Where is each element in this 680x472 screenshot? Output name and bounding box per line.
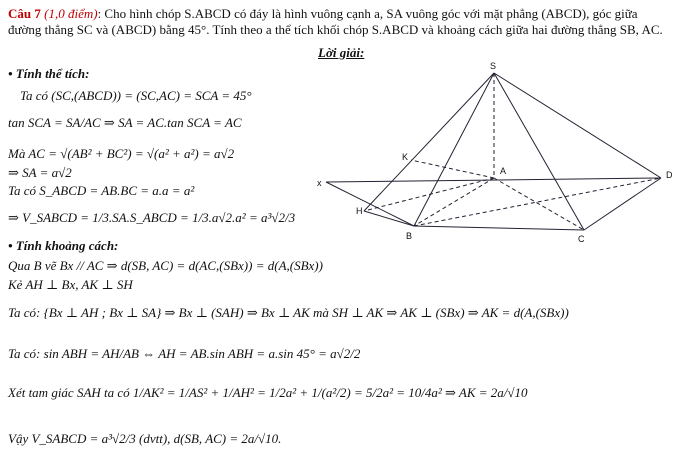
distance-heading: • Tính khoảng cách: bbox=[8, 238, 119, 253]
distance-line-2: Kẻ AH ⊥ Bx, AK ⊥ SH bbox=[8, 277, 133, 292]
line-xB bbox=[326, 182, 414, 226]
question-label: Câu 7 bbox=[8, 6, 41, 21]
problem-statement bbox=[8, 6, 672, 38]
edge-SC bbox=[494, 73, 584, 230]
edge-AC bbox=[494, 178, 584, 230]
edge-SH bbox=[364, 73, 494, 211]
label-K: K bbox=[402, 152, 409, 162]
distance-line-3: Ta có: {Bx ⊥ AH ; Bx ⊥ SA} ⇒ Bx ⊥ (SAH) ⇒ Bx ⊥ AK mà SH ⊥ AK ⇒ AK ⊥ (SBx) ⇒ AK = d(A,(SBx)) bbox=[8, 305, 569, 320]
label-B: B bbox=[406, 231, 413, 241]
volume-line-1: Ta có (SC,(ABCD)) = (SC,AC) = SCA = 45° bbox=[20, 88, 252, 103]
volume-line-5: Ta có S_ABCD = AB.BC = a.a = a² bbox=[8, 183, 195, 198]
distance-line-5: Xét tam giác SAH ta có 1/AK² = 1/AS² + 1/AH² = 1/2a² + 1/(a²/2) = 5/2a² = 10/4a² ⇒ AK = 2a/√10 bbox=[8, 385, 528, 400]
distance-line-1: Qua B vẽ Bx // AC ⇒ d(SB, AC) = d(AC,(SBx)) = d(A,(SBx)) bbox=[8, 258, 323, 273]
points-label: (1,0 điểm) bbox=[44, 6, 98, 21]
diagonal-BD bbox=[414, 178, 661, 226]
label-A: A bbox=[500, 166, 507, 176]
problem-text: : Cho hình chóp S.ABCD có đáy là hình vuông cạnh a, SA vuông góc với mặt phẳng (ABCD), góc giữa đường thẳng SC và (ABCD) bằng 45°. Tính theo a thể tích khối chóp S.ABCD và khoảng cách giữa hai đường thẳng SB, AC. bbox=[8, 6, 663, 37]
edge-SB bbox=[414, 73, 494, 226]
label-S: S bbox=[490, 61, 497, 71]
volume-line-4: ⇒ SA = a√2 bbox=[8, 165, 72, 180]
label-C: C bbox=[578, 234, 585, 244]
edge-SD bbox=[494, 73, 661, 178]
distance-line-4: Ta có: sin ABH = AH/AB ⇔ AH = AB.sin ABH = a.sin 45° = a√2/2 bbox=[8, 346, 361, 361]
segment-AH bbox=[364, 178, 494, 211]
segment-AK bbox=[411, 160, 494, 178]
volume-heading: • Tính thể tích: bbox=[8, 66, 90, 81]
distance-line-6: Vậy V_SABCD = a³√2/3 (dvtt), d(SB, AC) = 2a/√10. bbox=[8, 431, 282, 446]
volume-line-6: ⇒ V_SABCD = 1/3.SA.S_ABCD = 1/3.a√2.a² = a³√2/3 bbox=[8, 210, 296, 225]
label-H: H bbox=[356, 206, 363, 216]
pyramid-diagram bbox=[306, 60, 678, 246]
volume-line-2: tan SCA = SA/AC ⇒ SA = AC.tan SCA = AC bbox=[8, 115, 242, 130]
label-D: D bbox=[666, 170, 673, 180]
solution-label: Lời giải: bbox=[318, 45, 365, 60]
edge-BC bbox=[414, 226, 584, 230]
volume-line-3: Mà AC = √(AB² + BC²) = √(a² + a²) = a√2 bbox=[8, 146, 235, 161]
label-x: x bbox=[317, 178, 322, 188]
